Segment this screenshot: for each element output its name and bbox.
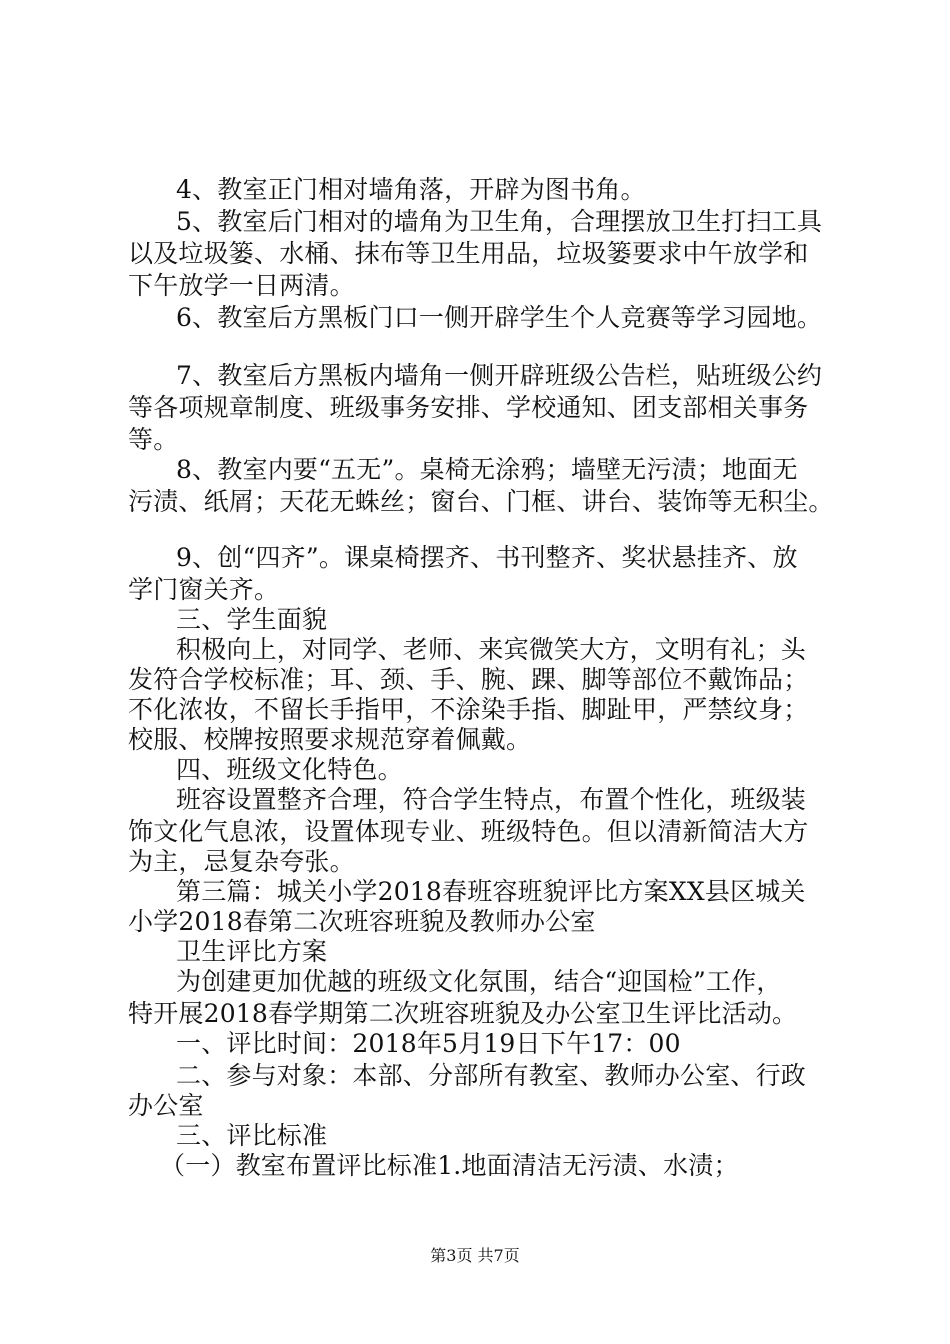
paragraph-line: 积极向上，对同学、老师、来宾微笑大方，文明有礼；头 xyxy=(176,635,807,664)
paragraph-line: 以及垃圾篓、水桶、抹布等卫生用品，垃圾篓要求中午放学和 xyxy=(128,239,809,268)
paragraph-line: 污渍、纸屑；天花无蛛丝；窗台、门框、讲台、装饰等无积尘。 xyxy=(128,487,834,516)
paragraph-line: 办公室 xyxy=(128,1091,204,1120)
paragraph-line: 发符合学校标准；耳、颈、手、腕、踝、脚等部位不戴饰品； xyxy=(128,665,809,694)
paragraph-line: 小学2018春第二次班容班貌及教师办公室 xyxy=(128,907,596,936)
paragraph-line: 卫生评比方案 xyxy=(176,937,328,966)
paragraph-line: 为创建更加优越的班级文化氛围，结合“迎国检”工作， xyxy=(176,967,782,996)
paragraph-line: 9、创“四齐”。课桌椅摆齐、书刊整齐、奖状悬挂齐、放 xyxy=(176,543,798,572)
section-heading: 三、学生面貌 xyxy=(176,605,328,634)
section-heading: 四、班级文化特色。 xyxy=(176,755,403,784)
paragraph-line: 等。 xyxy=(128,425,179,454)
paragraph-line: 一、评比时间：2018年5月19日下午17：00 xyxy=(176,1029,681,1058)
paragraph-line: 为主，忌复杂夸张。 xyxy=(128,847,355,876)
paragraph-line: 5、教室后门相对的墙角为卫生角，合理摆放卫生打扫工具 xyxy=(176,207,823,236)
paragraph-line: 等各项规章制度、班级事务安排、学校通知、团支部相关事务 xyxy=(128,393,809,422)
paragraph-line: 8、教室内要“五无”。桌椅无涂鸦；墙壁无污渍；地面无 xyxy=(176,455,798,484)
paragraph-line: 校服、校牌按照要求规范穿着佩戴。 xyxy=(128,725,532,754)
paragraph-line: 二、参与对象：本部、分部所有教室、教师办公室、行政 xyxy=(176,1061,807,1090)
paragraph-line: 7、教室后方黑板内墙角一侧开辟班级公告栏，贴班级公约 xyxy=(176,361,823,390)
paragraph-line: 班容设置整齐合理，符合学生特点，布置个性化，班级装 xyxy=(176,785,807,814)
paragraph-line: 不化浓妆，不留长手指甲，不涂染手指、脚趾甲，严禁纹身； xyxy=(128,695,809,724)
page-number: 第3页 共7页 xyxy=(430,1246,520,1265)
page-footer xyxy=(0,1246,950,1266)
paragraph-line: 饰文化气息浓，设置体现专业、班级特色。但以清新简洁大方 xyxy=(128,817,809,846)
paragraph-line: 下午放学一日两清。 xyxy=(128,271,355,300)
section-heading: 三、评比标准 xyxy=(176,1121,328,1150)
paragraph-line: 6、教室后方黑板门口一侧开辟学生个人竞赛等学习园地。 xyxy=(176,303,823,332)
paragraph-line: （一）教室布置评比标准1.地面清洁无污渍、水渍； xyxy=(160,1151,739,1180)
paragraph-line: 学门窗关齐。 xyxy=(128,575,280,604)
paragraph-line: 第三篇：城关小学2018春班容班貌评比方案XX县区城关 xyxy=(176,877,806,906)
paragraph-line: 特开展2018春学期第二次班容班貌及办公室卫生评比活动。 xyxy=(128,999,798,1028)
paragraph-line: 4、教室正门相对墙角落，开辟为图书角。 xyxy=(176,175,646,204)
